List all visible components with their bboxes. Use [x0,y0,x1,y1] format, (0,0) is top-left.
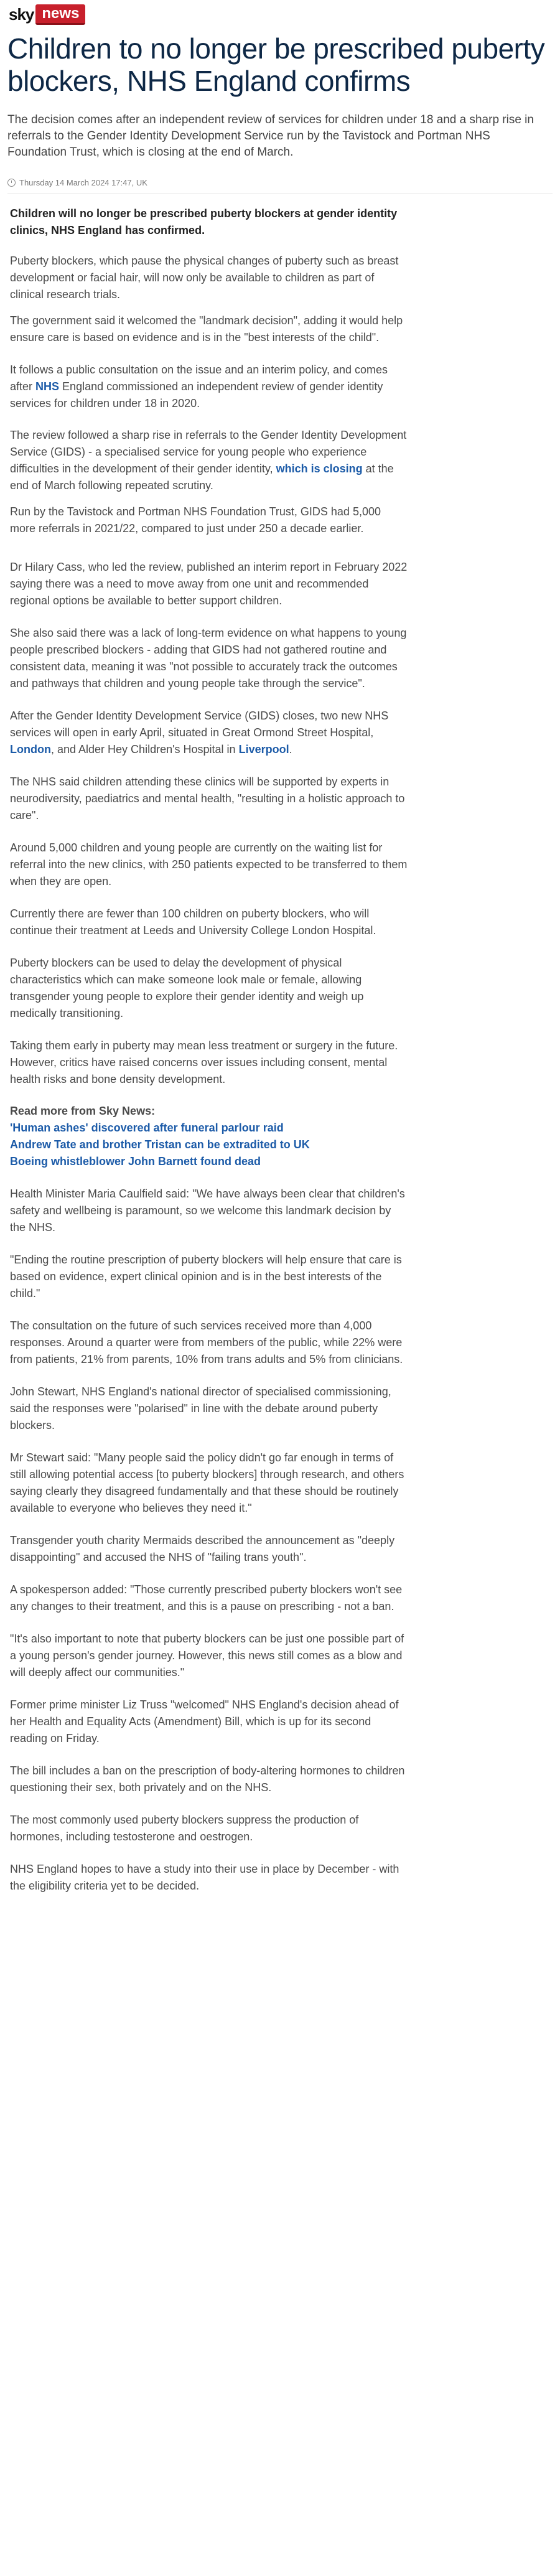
paragraph: The NHS said children attending these clinics will be supported by experts in neurodiversity, paediatrics and mental health, "resulting in a holistic approach to care". [10,775,405,822]
paragraph: NHS England hopes to have a study into their use in place by December - with the eligibility criteria yet to be decided. [10,1863,399,1892]
read-more-heading: Read more from Sky News: [10,1105,156,1117]
which-is-closing-link[interactable]: which is closing [276,462,363,475]
clock-icon [7,179,16,187]
paragraph: A spokesperson added: "Those currently prescribed puberty blockers won't see any changes to their treatment, and this is a pause on prescribing - not a ban. [10,1583,403,1613]
paragraph: The government said it welcomed the "landmark decision", adding it would help ensure care is based on evidence and is in the "best interests of the child". [10,314,403,344]
paragraph: Puberty blockers, which pause the physical changes of puberty such as breast development or facial hair, will now only be available to children as part of clinical research trials. [10,255,399,301]
paragraph: The consultation on the future of such services received more than 4,000 responses. Around a quarter were from members of the public, while 22% were from patients, 21% from parents, 10% from trans adults and 5% from clinicians. [10,1319,403,1365]
paragraph: Taking them early in puberty may mean less treatment or surgery in the future. However, critics have raised concerns over issues including consent, mental health risks and bone density development. [10,1039,398,1085]
read-more-link[interactable]: Andrew Tate and brother Tristan can be extradited to UK [10,1138,310,1151]
dateline [7,178,553,187]
paragraph: Puberty blockers can be used to delay the development of physical characteristics which can make someone look male or female, allowing transgender young people to explore their gender identity and weigh up medically transitioning. [10,957,364,1019]
nhs-link[interactable]: NHS [35,380,60,393]
logo-sky-text: sky [9,5,34,24]
sky-news-logo[interactable] [9,4,85,25]
article-body [0,205,418,1895]
paragraph: Dr Hilary Cass, who led the review, published an interim report in February 2022 saying there was a need to move away from one unit and recommended regional options be available to better support children. [10,561,408,607]
read-more-link[interactable]: 'Human ashes' discovered after funeral parlour raid [10,1122,284,1134]
lede-paragraph: Children will no longer be prescribed puberty blockers at gender identity clinics, NHS England has confirmed. [10,207,398,237]
paragraph: Health Minister Maria Caulfield said: "We have always been clear that children's safety and wellbeing is paramount, so we welcome this landmark decision by the NHS. [10,1187,405,1234]
paragraph: The most commonly used puberty blockers suppress the production of hormones, including testosterone and oestrogen. [10,1814,359,1843]
site-header [0,0,560,32]
publish-date: Thursday 14 March 2024 17:47, UK [19,178,147,187]
paragraph: The review followed a sharp rise in referrals to the Gender Identity Development Service (GIDS) - a specialised service for young people who experience difficulties in the development of their gender identity, which is closing at the end of March following repeated scrutiny. [10,429,407,492]
paragraph: It follows a public consultation on the issue and an interim policy, and comes after NHS England commissioned an independent review of gender identity services for children under 18 in 2020. [10,363,388,410]
paragraph: Mr Stewart said: "Many people said the policy didn't go far enough in terms of still allowing potential access [to puberty blockers] through research, and others saying clearly they disagreed fundamentally and that these should be routinely available to everyone who believes they need it." [10,1451,404,1514]
paragraph: "It's also important to note that puberty blockers can be just one possible part of a young person's gender journey. However, this news still comes as a blow and will deeply affect our communities." [10,1632,404,1679]
liverpool-link[interactable]: Liverpool [238,743,289,756]
paragraph: She also said there was a lack of long-term evidence on what happens to young people prescribed blockers - adding that GIDS had not gathered routine and consistent data, meaning it was "not possible to accurately track the outcomes and pathways that children and young people take through the service". [10,627,407,690]
paragraph: Run by the Tavistock and Portman NHS Foundation Trust, GIDS had 5,000 more referrals in 2021/22, compared to just under 250 a decade earlier. [10,505,381,535]
paragraph: Around 5,000 children and young people are currently on the waiting list for referral into the new clinics, with 250 patients expected to be transferred to them when they are open. [10,841,408,888]
paragraph: The bill includes a ban on the prescription of body-altering hormones to children questioning their sex, both privately and on the NHS. [10,1764,405,1794]
paragraph: Transgender youth charity Mermaids described the announcement as "deeply disappointing" and accused the NHS of "failing trans youth". [10,1534,395,1563]
paragraph: "Ending the routine prescription of puberty blockers will help ensure that care is based on evidence, expert clinical opinion and is in the best interests of the child." [10,1253,402,1300]
standfirst: The decision comes after an independent review of services for children under 18 and a sharp rise in referrals to the Gender Identity Development Service run by the Tavistock and Portman NHS Foundation Trust, which is closing at the end of March. [7,113,534,159]
headline: Children to no longer be prescribed puberty blockers, NHS England confirms [7,32,545,97]
read-more-box [10,1103,408,1170]
paragraph: Former prime minister Liz Truss "welcomed" NHS England's decision ahead of her Health and Equality Acts (Amendment) Bill, which is up for its second reading on Friday. [10,1698,399,1745]
paragraph: After the Gender Identity Development Service (GIDS) closes, two new NHS services will open in early April, situated in Great Ormond Street Hospital, London, and Alder Hey Children's Hospital in Liverpool. [10,710,389,756]
paragraph: Currently there are fewer than 100 children on puberty blockers, who will continue their treatment at Leeds and University College London Hospital. [10,907,376,937]
paragraph: John Stewart, NHS England's national director of specialised commissioning, said the responses were "polarised" in line with the debate around puberty blockers. [10,1385,391,1431]
london-link[interactable]: London [10,743,51,756]
logo-news-badge: news [35,4,85,25]
read-more-link[interactable]: Boeing whistleblower John Barnett found dead [10,1155,261,1168]
article-header [0,32,560,194]
